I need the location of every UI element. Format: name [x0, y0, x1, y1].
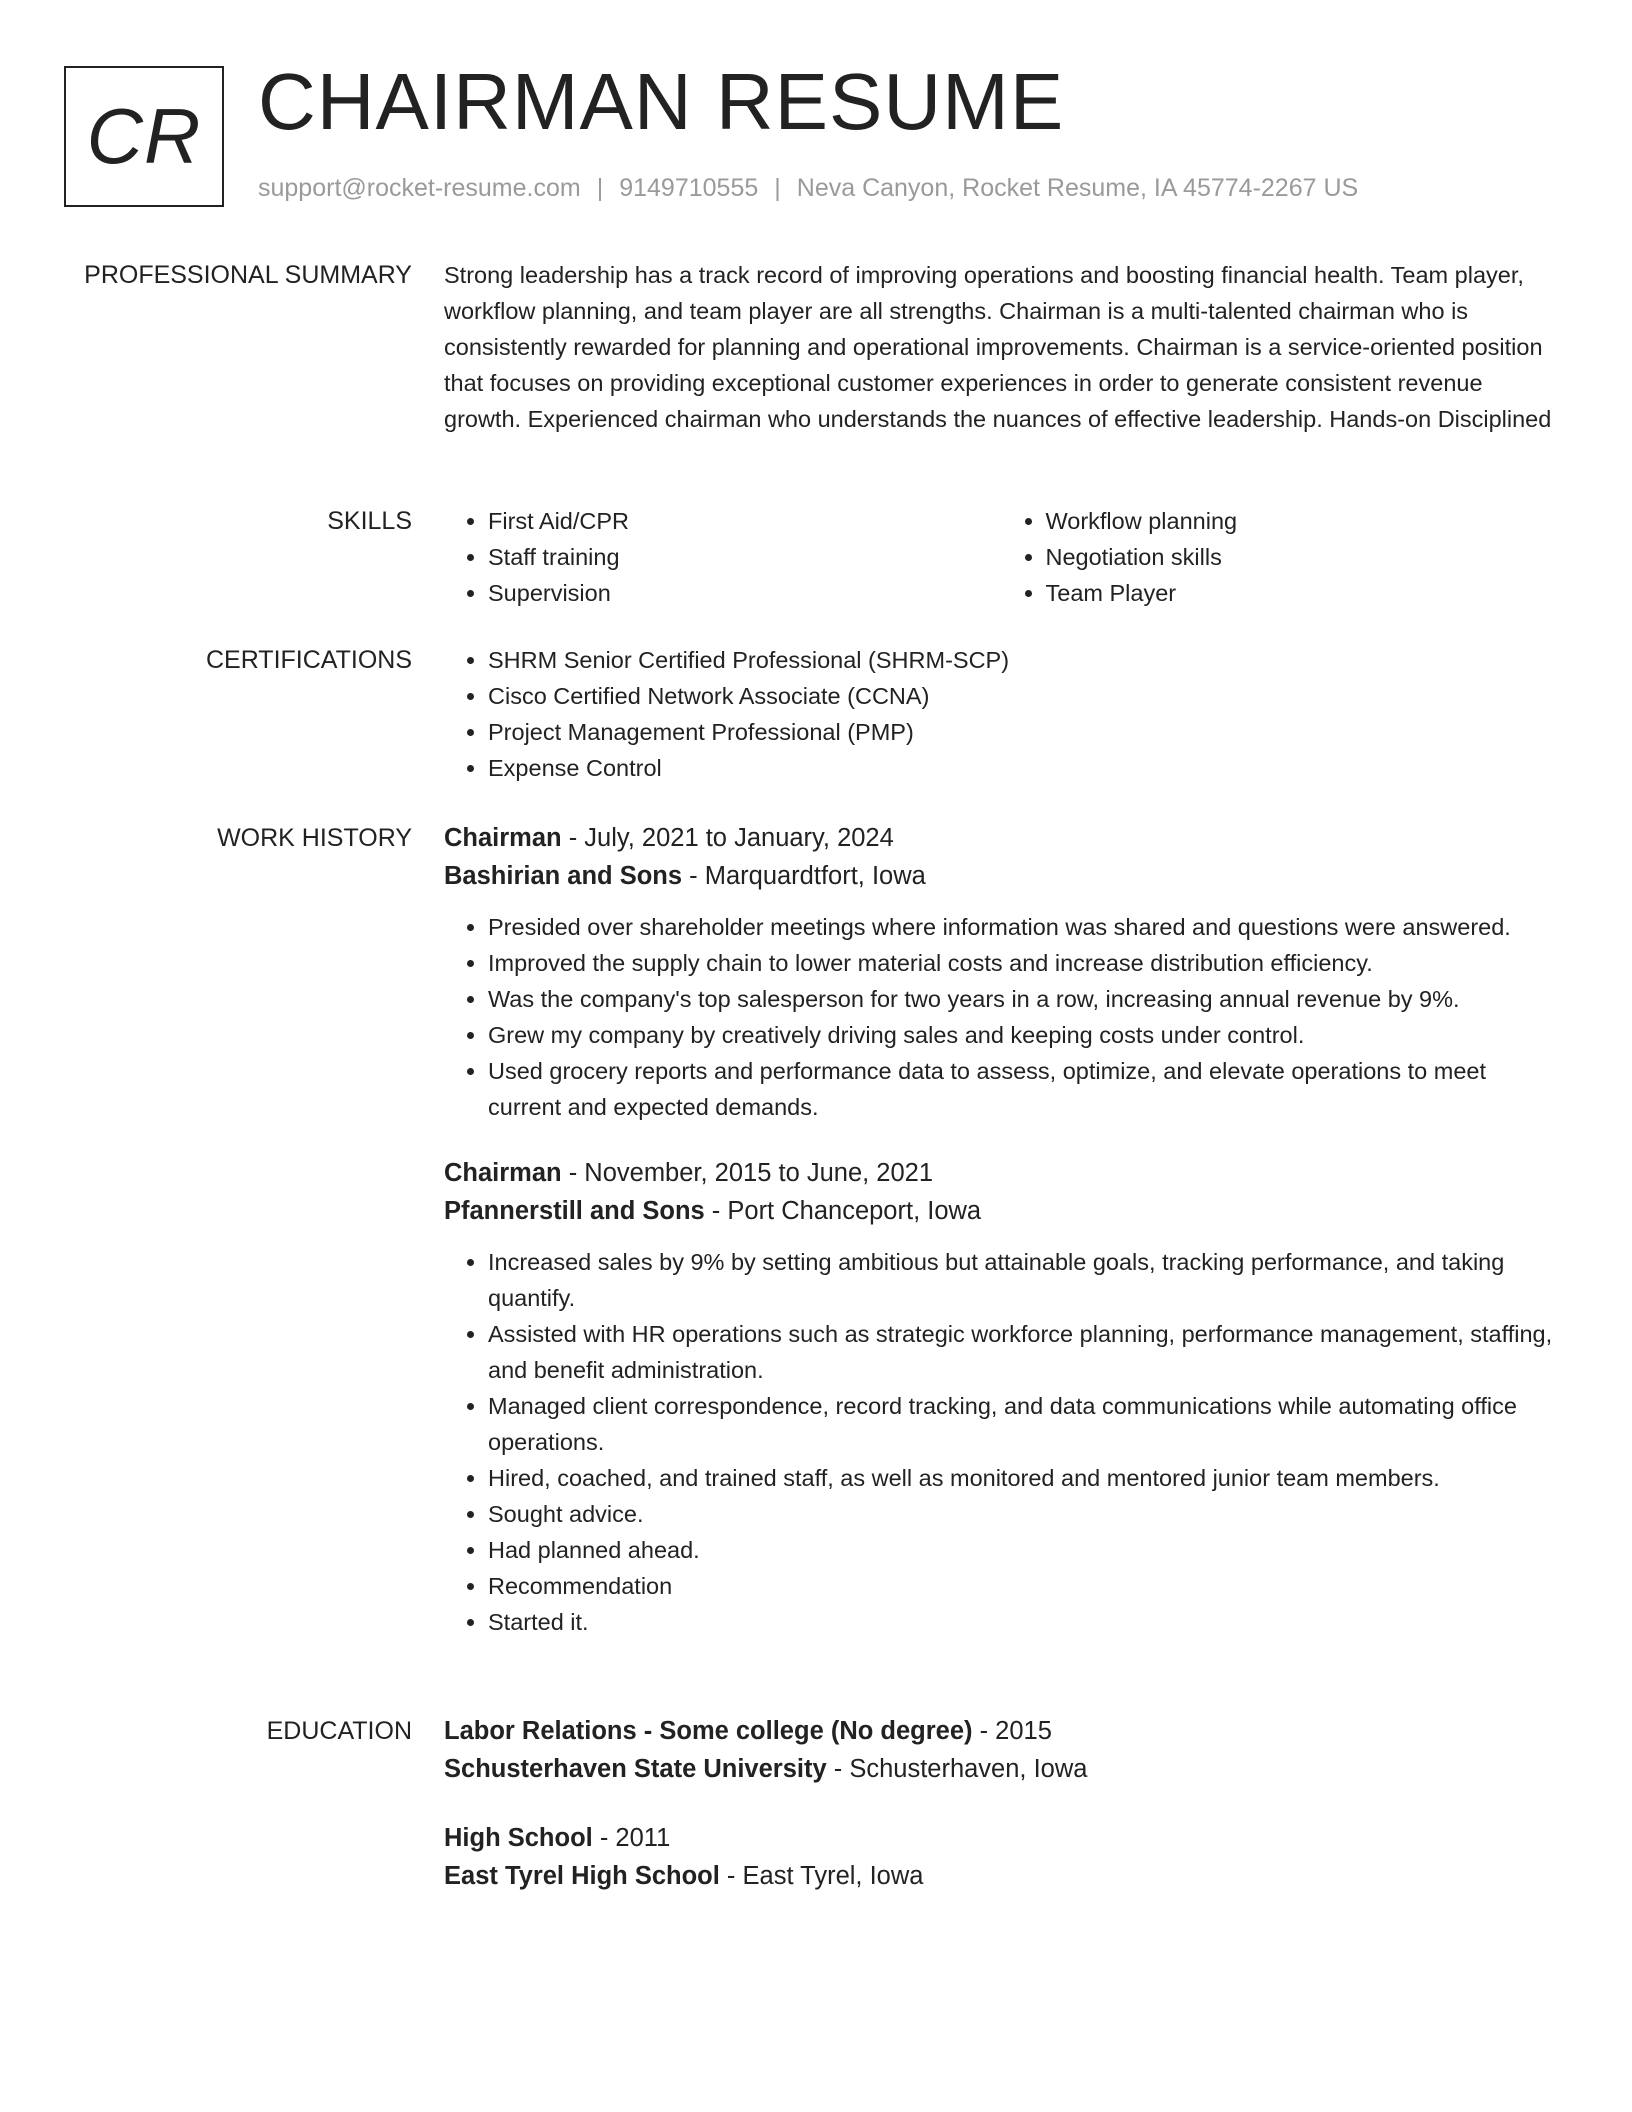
section-label-certifications: CERTIFICATIONS — [205, 646, 412, 674]
job-bullet: • Sought advice. — [488, 1496, 1559, 1532]
job-location: - Marquardtfort, Iowa — [682, 861, 926, 890]
education-school: East Tyrel High School — [444, 1861, 720, 1890]
certification-item: • Expense Control — [488, 750, 1559, 786]
education-entry — [444, 1713, 1559, 1788]
skill-item: • Negotiation skills — [1046, 539, 1560, 575]
education-year: - 2011 — [592, 1824, 671, 1852]
job-bullet: • Used grocery reports and performance data to assess, optimize, and elevate operations to meet current and expected demands. — [488, 1053, 1559, 1125]
certification-item: • SHRM Senior Certified Professional (SHRM-SCP) — [488, 642, 1559, 678]
education-degree: High School — [444, 1824, 593, 1852]
skills-content — [444, 503, 1559, 611]
education-degree-line — [444, 1713, 1559, 1751]
job-title: Chairman — [444, 824, 562, 852]
certification-item: • Cisco Certified Network Associate (CCNA) — [488, 678, 1559, 714]
contact-phone[interactable]: 9149710555 — [619, 174, 759, 202]
education-year: - 2015 — [972, 1717, 1052, 1745]
section-label-education: EDUCATION — [266, 1717, 412, 1745]
work-history-content — [444, 820, 1559, 1640]
education-content — [444, 1713, 1559, 1895]
job-company-line — [444, 858, 1559, 896]
education-location: - East Tyrel, Iowa — [719, 1861, 924, 1890]
skill-item: • Workflow planning — [1046, 503, 1560, 539]
education-degree: Labor Relations - Some college (No degree) — [444, 1717, 973, 1745]
job-company: Bashirian and Sons — [444, 861, 683, 890]
contact-email[interactable]: support@rocket-resume.com — [258, 174, 581, 202]
job-bullet: • Increased sales by 9% by setting ambitious but attainable goals, tracking performance, and taking quantify. — [488, 1244, 1559, 1316]
job-dates: - July, 2021 to January, 2024 — [561, 824, 894, 852]
certifications-content — [444, 642, 1559, 786]
section-label-summary: PROFESSIONAL SUMMARY — [84, 261, 412, 289]
education-entry — [444, 1820, 1559, 1895]
contact-line — [258, 174, 1358, 203]
education-school-line — [444, 1858, 1559, 1896]
education-school: Schusterhaven State University — [444, 1754, 827, 1783]
job-bullet: • Presided over shareholder meetings where information was shared and questions were answered. — [488, 909, 1559, 945]
job-bullet: • Improved the supply chain to lower material costs and increase distribution efficiency. — [488, 945, 1559, 981]
education-location: - Schusterhaven, Iowa — [826, 1754, 1088, 1783]
job-bullets — [444, 909, 1559, 1125]
contact-separator: | — [596, 174, 604, 202]
summary-text: Strong leadership has a track record of improving operations and boosting financial health. Team player, workflow planning, and team player are all strengths. Chairman is a multi-talented chairman who is consistently rewarded for planning and operational improvements. Chairman is a service-oriented position that focuses on providing exceptional customer experiences in order to generate consistent revenue growth. Experienced chairman who understands the nuances of effective leadership. Hands-on Disciplined — [444, 262, 1552, 432]
skill-item: • Staff training — [488, 539, 1002, 575]
job-bullet: • Hired, coached, and trained staff, as well as monitored and mentored junior team members. — [488, 1460, 1559, 1496]
job-bullet: • Started it. — [488, 1604, 1559, 1640]
job-bullet: • Recommendation — [488, 1568, 1559, 1604]
job-dates: - November, 2015 to June, 2021 — [561, 1159, 934, 1187]
job-location: - Port Chanceport, Iowa — [704, 1196, 982, 1225]
monogram-logo: CR — [64, 66, 224, 207]
job-bullet: • Was the company's top salesperson for two years in a row, increasing annual revenue by 9%. — [488, 981, 1559, 1017]
section-label-skills: SKILLS — [327, 507, 412, 535]
education-degree-line — [444, 1820, 1559, 1858]
certification-item: • Project Management Professional (PMP) — [488, 714, 1559, 750]
certifications-list — [444, 642, 1559, 786]
job-title: Chairman — [444, 1159, 562, 1187]
job-company: Pfannerstill and Sons — [444, 1196, 705, 1225]
skills-column-left — [444, 503, 1002, 611]
job-title-line — [444, 820, 1559, 858]
skills-column-right — [1002, 503, 1560, 611]
skill-item: • Supervision — [488, 575, 1002, 611]
skill-item: • First Aid/CPR — [488, 503, 1002, 539]
job-bullet: • Managed client correspondence, record tracking, and data communications while automating office operations. — [488, 1388, 1559, 1460]
job-company-line — [444, 1193, 1559, 1231]
contact-address: Neva Canyon, Rocket Resume, IA 45774-2267 US — [796, 174, 1359, 202]
section-label-work: WORK HISTORY — [217, 824, 412, 852]
job-bullets — [444, 1244, 1559, 1640]
education-school-line — [444, 1751, 1559, 1789]
summary-content — [444, 257, 1559, 437]
skill-item: • Team Player — [1046, 575, 1560, 611]
contact-separator: | — [774, 174, 781, 202]
resume-title: CHAIRMAN RESUME — [258, 57, 1065, 146]
job-bullet: • Assisted with HR operations such as strategic workforce planning, performance management, staffing, and benefit administration. — [488, 1316, 1559, 1388]
job-bullet: • Grew my company by creatively driving sales and keeping costs under control. — [488, 1017, 1559, 1053]
job-title-line — [444, 1155, 1559, 1193]
job-bullet: • Had planned ahead. — [488, 1532, 1559, 1568]
job-entry — [444, 820, 1559, 1125]
job-entry — [444, 1155, 1559, 1640]
